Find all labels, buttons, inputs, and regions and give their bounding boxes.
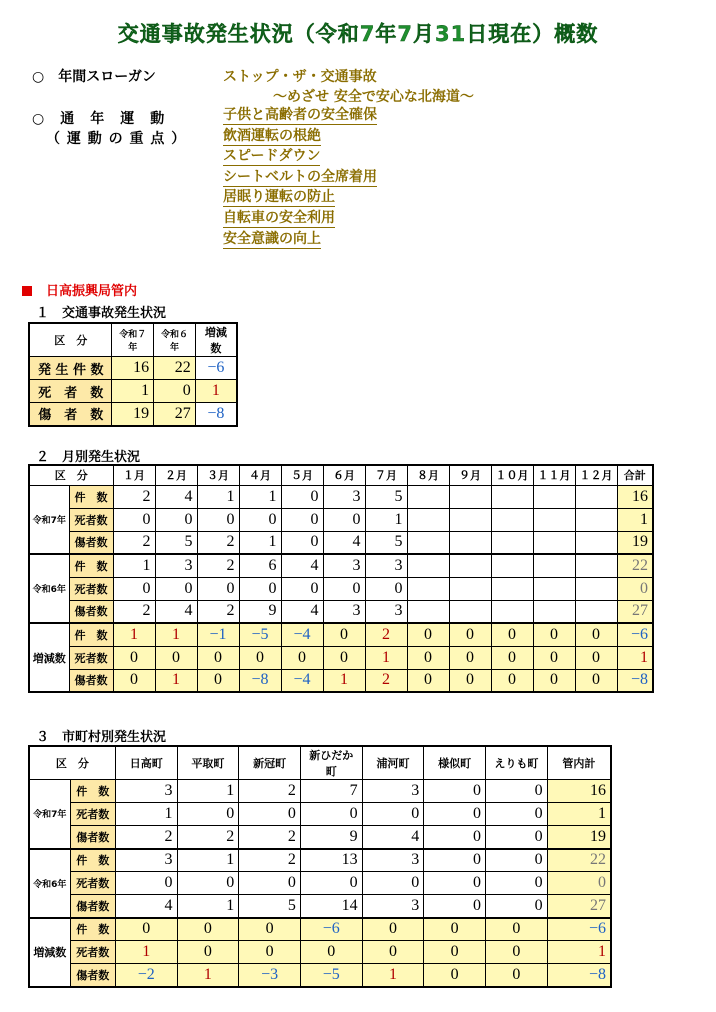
value-cell: 0	[197, 577, 239, 600]
row-label: 発 生 件 数	[29, 357, 112, 380]
header-cell: ５月	[281, 465, 323, 485]
value-cell: 22	[154, 357, 196, 380]
row-label: 死 者 数	[29, 380, 112, 403]
value-cell: 0	[115, 918, 177, 941]
campaign-item: スピードダウン	[223, 148, 321, 165]
value-cell: 1	[239, 531, 281, 554]
campaign-focus-label: （ 運 動 の 重 点 ）	[46, 131, 187, 147]
value-cell: 0	[424, 826, 486, 849]
table-row	[29, 872, 611, 895]
value-cell: 0	[323, 508, 365, 531]
header-cell: ７月	[365, 465, 407, 485]
section2-title: ２ 月別発生状況	[36, 450, 141, 465]
total-cell: −8	[547, 964, 611, 987]
value-cell: −1	[197, 623, 239, 646]
total-cell: 19	[547, 826, 611, 849]
header-cell: 区 分	[29, 323, 112, 357]
value-cell: 2	[197, 554, 239, 577]
diff-cell: 1	[195, 380, 237, 403]
value-cell: 3	[362, 849, 424, 872]
value-cell: 0	[491, 669, 533, 692]
value-cell: 0	[485, 941, 547, 964]
header-cell: 浦河町	[362, 746, 424, 780]
campaign-item: 自転車の安全利用	[223, 209, 335, 226]
value-cell: 2	[197, 600, 239, 623]
value-cell: 0	[362, 941, 424, 964]
value-cell: 1	[362, 964, 424, 987]
value-cell: 1	[365, 646, 407, 669]
header-cell: 区 分	[29, 465, 113, 485]
value-cell: 4	[362, 826, 424, 849]
value-cell	[575, 554, 617, 577]
table-row	[29, 554, 653, 577]
value-cell: 1	[115, 941, 177, 964]
value-cell	[407, 485, 449, 508]
value-cell: 0	[177, 803, 239, 826]
value-cell	[533, 577, 575, 600]
table-row	[29, 780, 611, 803]
value-cell: 0	[177, 872, 239, 895]
value-cell: 0	[239, 646, 281, 669]
value-cell	[449, 554, 491, 577]
value-cell	[575, 508, 617, 531]
table-row	[29, 849, 611, 872]
campaign-item: 飲酒運転の根絶	[223, 127, 321, 144]
value-cell: 0	[449, 646, 491, 669]
value-cell: 0	[113, 577, 155, 600]
header-cell: 増減数	[195, 323, 237, 357]
value-cell: 0	[575, 646, 617, 669]
value-cell: 4	[155, 600, 197, 623]
campaign-list	[223, 106, 523, 250]
value-cell	[533, 531, 575, 554]
value-cell: 0	[155, 577, 197, 600]
header-cell: ９月	[449, 465, 491, 485]
value-cell: 3	[323, 554, 365, 577]
value-cell: 5	[365, 485, 407, 508]
campaign-item: シートベルトの全席着用	[223, 168, 377, 185]
table-row	[29, 826, 611, 849]
value-cell: 0	[424, 941, 486, 964]
value-cell	[449, 600, 491, 623]
total-cell: −6	[547, 918, 611, 941]
row-label: 件 数	[70, 918, 115, 941]
value-cell: 16	[112, 357, 154, 380]
total-cell: 16	[547, 780, 611, 803]
value-cell	[407, 600, 449, 623]
table-row	[29, 941, 611, 964]
value-cell: 3	[365, 554, 407, 577]
section3-title: ３ 市町村別発生状況	[36, 730, 167, 745]
value-cell: 0	[407, 669, 449, 692]
header-cell: １２月	[575, 465, 617, 485]
value-cell: 0	[575, 623, 617, 646]
total-cell: 22	[617, 554, 653, 577]
value-cell: 7	[300, 780, 362, 803]
value-cell: 0	[197, 508, 239, 531]
value-cell: 2	[113, 531, 155, 554]
header-cell: ３月	[197, 465, 239, 485]
value-cell: 3	[362, 780, 424, 803]
value-cell: 4	[281, 554, 323, 577]
value-cell: −5	[300, 964, 362, 987]
table-row	[29, 803, 611, 826]
header-cell: ８月	[407, 465, 449, 485]
header-cell: １１月	[533, 465, 575, 485]
header-cell: えりも町	[485, 746, 547, 780]
value-cell: 13	[300, 849, 362, 872]
table-row	[29, 600, 653, 623]
header-cell: １０月	[491, 465, 533, 485]
value-cell: 0	[533, 623, 575, 646]
value-cell: −4	[281, 669, 323, 692]
region-heading: 日高振興局管内	[22, 280, 137, 299]
value-cell: 4	[155, 485, 197, 508]
total-cell: 0	[617, 577, 653, 600]
campaign-item: 安全意識の向上	[223, 230, 321, 247]
value-cell: 0	[449, 623, 491, 646]
group-label: 令和7年	[29, 485, 69, 554]
total-cell: 1	[617, 508, 653, 531]
value-cell: 0	[491, 646, 533, 669]
header-cell: 様似町	[424, 746, 486, 780]
value-cell: 2	[113, 600, 155, 623]
value-cell	[407, 554, 449, 577]
value-cell: 1	[155, 669, 197, 692]
value-cell: 2	[197, 531, 239, 554]
table-row	[29, 508, 653, 531]
total-cell: 16	[617, 485, 653, 508]
value-cell: −4	[281, 623, 323, 646]
group-label: 増減数	[29, 918, 70, 987]
total-cell: 0	[547, 872, 611, 895]
value-cell: 3	[115, 849, 177, 872]
slogan-label: ○ 年間スローガン	[32, 69, 156, 85]
value-cell: 2	[115, 826, 177, 849]
value-cell: 0	[239, 918, 301, 941]
value-cell: 0	[323, 577, 365, 600]
value-cell: 0	[155, 508, 197, 531]
value-cell: −3	[239, 964, 301, 987]
value-cell: 19	[112, 403, 154, 426]
value-cell: 4	[323, 531, 365, 554]
value-cell: 0	[533, 669, 575, 692]
slogan-line-2: ～めざせ 安全で安心な北海道～	[273, 89, 474, 105]
row-label: 死者数	[70, 941, 115, 964]
value-cell: 1	[177, 780, 239, 803]
value-cell	[575, 577, 617, 600]
row-label: 件 数	[69, 554, 113, 577]
row-label: 傷 者 数	[29, 403, 112, 426]
value-cell: 0	[362, 918, 424, 941]
total-cell: 1	[547, 941, 611, 964]
value-cell: 1	[177, 895, 239, 918]
group-label: 令和7年	[29, 780, 70, 849]
header-cell: ２月	[155, 465, 197, 485]
value-cell: 0	[491, 623, 533, 646]
total-cell: 27	[617, 600, 653, 623]
value-cell: 2	[177, 826, 239, 849]
value-cell: 0	[239, 803, 301, 826]
value-cell: 0	[239, 508, 281, 531]
value-cell: 1	[113, 623, 155, 646]
value-cell: −2	[115, 964, 177, 987]
value-cell	[575, 600, 617, 623]
value-cell: 0	[533, 646, 575, 669]
row-label: 死者数	[69, 646, 113, 669]
value-cell: 0	[281, 508, 323, 531]
row-label: 件 数	[70, 849, 115, 872]
value-cell: 0	[177, 941, 239, 964]
value-cell: 0	[362, 872, 424, 895]
total-cell: −8	[617, 669, 653, 692]
value-cell: 0	[281, 485, 323, 508]
value-cell: 27	[154, 403, 196, 426]
value-cell	[533, 554, 575, 577]
value-cell: 2	[365, 669, 407, 692]
value-cell: 0	[485, 849, 547, 872]
value-cell	[533, 508, 575, 531]
value-cell: 0	[300, 941, 362, 964]
header-cell: 区 分	[29, 746, 115, 780]
row-label: 死者数	[69, 577, 113, 600]
value-cell: 0	[155, 646, 197, 669]
value-cell: −5	[239, 623, 281, 646]
value-cell: 1	[239, 485, 281, 508]
row-label: 傷者数	[69, 669, 113, 692]
value-cell: −6	[300, 918, 362, 941]
value-cell	[491, 508, 533, 531]
table-row	[29, 669, 653, 692]
value-cell: 0	[197, 669, 239, 692]
value-cell: 5	[365, 531, 407, 554]
header-cell: 平取町	[177, 746, 239, 780]
row-label: 傷者数	[70, 964, 115, 987]
diff-cell: −6	[195, 357, 237, 380]
value-cell: 2	[365, 623, 407, 646]
total-cell: 22	[547, 849, 611, 872]
value-cell: 1	[112, 380, 154, 403]
square-bullet-icon	[22, 286, 32, 296]
header-cell: 新冠町	[239, 746, 301, 780]
value-cell	[449, 508, 491, 531]
value-cell: 1	[197, 485, 239, 508]
value-cell	[491, 531, 533, 554]
value-cell: 2	[239, 826, 301, 849]
value-cell	[575, 485, 617, 508]
row-label: 傷者数	[70, 826, 115, 849]
value-cell: 0	[424, 872, 486, 895]
value-cell: 9	[300, 826, 362, 849]
group-label: 増減数	[29, 623, 69, 692]
value-cell: 0	[281, 646, 323, 669]
value-cell: 0	[485, 826, 547, 849]
value-cell: 1	[177, 964, 239, 987]
header-cell: 合計	[617, 465, 653, 485]
value-cell: 0	[115, 872, 177, 895]
header-cell: 日高町	[115, 746, 177, 780]
section1-table	[28, 322, 238, 427]
table-row	[29, 895, 611, 918]
value-cell: 0	[113, 508, 155, 531]
header-cell: 令和６年	[154, 323, 196, 357]
value-cell: 2	[113, 485, 155, 508]
table-row	[29, 485, 653, 508]
value-cell: 3	[365, 600, 407, 623]
value-cell: 0	[154, 380, 196, 403]
group-label: 令和6年	[29, 849, 70, 918]
value-cell: 0	[300, 872, 362, 895]
value-cell: 0	[407, 646, 449, 669]
value-cell: 0	[485, 964, 547, 987]
table-row	[29, 918, 611, 941]
page-title: 交通事故発生状況（令和7年7月31日現在）概数	[117, 22, 599, 46]
value-cell: 2	[239, 849, 301, 872]
value-cell: 0	[424, 780, 486, 803]
value-cell: 1	[177, 849, 239, 872]
table-row	[29, 577, 653, 600]
slogan-line-1: ストップ・ザ・交通事故	[223, 69, 377, 85]
value-cell: 0	[281, 577, 323, 600]
value-cell: 4	[281, 600, 323, 623]
campaign-label: ○ 通 年 運 動	[32, 111, 166, 127]
value-cell	[533, 485, 575, 508]
value-cell: 0	[424, 849, 486, 872]
value-cell: 3	[323, 600, 365, 623]
row-label: 死者数	[70, 803, 115, 826]
table-row	[29, 964, 611, 987]
value-cell	[407, 531, 449, 554]
value-cell: 0	[362, 803, 424, 826]
header-cell: ６月	[323, 465, 365, 485]
value-cell: 0	[365, 577, 407, 600]
value-cell: 1	[323, 669, 365, 692]
value-cell: 0	[281, 531, 323, 554]
municipality-table	[28, 745, 612, 988]
value-cell	[491, 554, 533, 577]
value-cell: 3	[115, 780, 177, 803]
value-cell	[407, 508, 449, 531]
value-cell	[449, 485, 491, 508]
table-row	[29, 623, 653, 646]
value-cell	[533, 600, 575, 623]
total-cell: 19	[617, 531, 653, 554]
value-cell: 0	[485, 918, 547, 941]
header-cell: 新ひだか町	[300, 746, 362, 780]
header-cell: １月	[113, 465, 155, 485]
value-cell: 3	[323, 485, 365, 508]
value-cell: 6	[239, 554, 281, 577]
section1-title: １ 交通事故発生状況	[36, 306, 167, 321]
header-cell: ４月	[239, 465, 281, 485]
value-cell: 4	[115, 895, 177, 918]
value-cell: −8	[239, 669, 281, 692]
row-label: 件 数	[69, 485, 113, 508]
value-cell: 3	[362, 895, 424, 918]
value-cell: 0	[485, 895, 547, 918]
campaign-item: 居眠り運転の防止	[223, 189, 335, 206]
total-cell: 27	[547, 895, 611, 918]
value-cell: 0	[197, 646, 239, 669]
value-cell: 14	[300, 895, 362, 918]
value-cell	[449, 577, 491, 600]
value-cell: 0	[424, 918, 486, 941]
campaign-item: 子供と高齢者の安全確保	[223, 107, 377, 123]
monthly-table	[28, 464, 654, 693]
row-label: 死者数	[69, 508, 113, 531]
row-label: 件 数	[69, 623, 113, 646]
value-cell	[575, 531, 617, 554]
total-cell: 1	[617, 646, 653, 669]
value-cell: 2	[239, 780, 301, 803]
value-cell: 0	[424, 803, 486, 826]
value-cell: 5	[239, 895, 301, 918]
value-cell: 0	[177, 918, 239, 941]
value-cell	[449, 531, 491, 554]
value-cell: 0	[239, 872, 301, 895]
value-cell: 1	[155, 623, 197, 646]
value-cell	[491, 577, 533, 600]
table-row	[29, 531, 653, 554]
value-cell: 0	[424, 895, 486, 918]
value-cell: 0	[323, 646, 365, 669]
diff-cell: −8	[195, 403, 237, 426]
value-cell: 0	[485, 872, 547, 895]
value-cell: 0	[113, 669, 155, 692]
value-cell: 3	[155, 554, 197, 577]
header-cell: 令和７年	[112, 323, 154, 357]
value-cell: 0	[300, 803, 362, 826]
value-cell	[491, 600, 533, 623]
value-cell: 1	[365, 508, 407, 531]
value-cell: 0	[485, 803, 547, 826]
value-cell: 0	[323, 623, 365, 646]
value-cell: 0	[449, 669, 491, 692]
value-cell: 0	[239, 577, 281, 600]
row-label: 傷者数	[69, 600, 113, 623]
header-cell: 管内計	[547, 746, 611, 780]
value-cell: 0	[239, 941, 301, 964]
value-cell: 0	[424, 964, 486, 987]
value-cell: 9	[239, 600, 281, 623]
value-cell: 0	[485, 780, 547, 803]
value-cell: 1	[113, 554, 155, 577]
value-cell	[491, 485, 533, 508]
row-label: 死者数	[70, 872, 115, 895]
value-cell: 0	[407, 623, 449, 646]
row-label: 件 数	[70, 780, 115, 803]
value-cell: 0	[113, 646, 155, 669]
table-row	[29, 646, 653, 669]
value-cell: 5	[155, 531, 197, 554]
group-label: 令和6年	[29, 554, 69, 623]
value-cell: 1	[115, 803, 177, 826]
total-cell: 1	[547, 803, 611, 826]
row-label: 傷者数	[70, 895, 115, 918]
row-label: 傷者数	[69, 531, 113, 554]
value-cell: 0	[575, 669, 617, 692]
value-cell	[407, 577, 449, 600]
total-cell: −6	[617, 623, 653, 646]
